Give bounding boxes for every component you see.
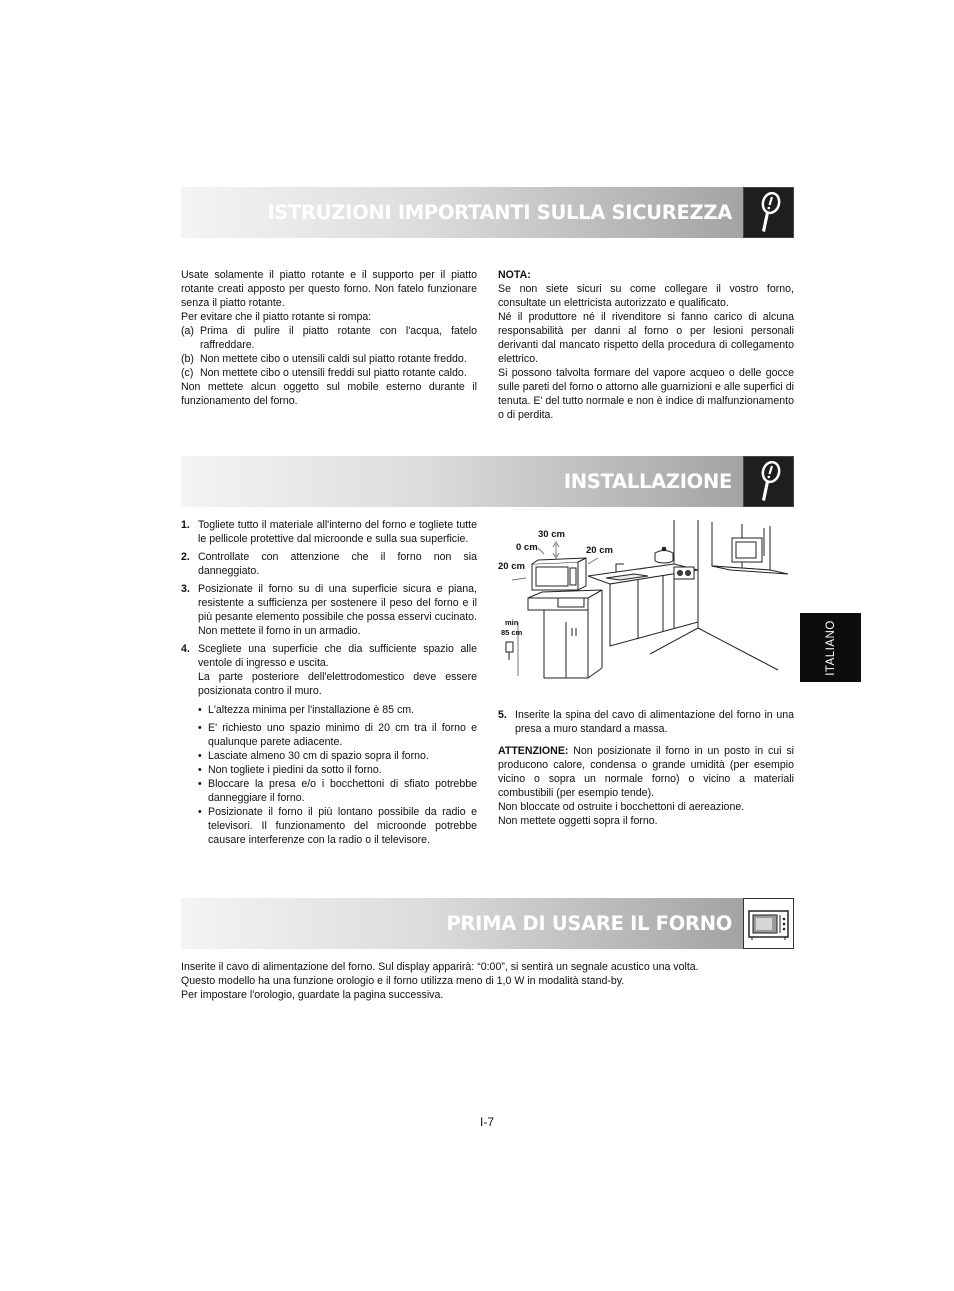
- section-banner-safety: [181, 187, 794, 238]
- safety-lead: Per evitare che il piatto rotante si rompa:: [181, 311, 372, 323]
- install-bullet: • E' richiesto uno spazio minimo di 20 cm tra il forno e qualunque parete adiacente.: [198, 722, 477, 748]
- item-label: (c): [181, 367, 194, 379]
- safety-item: [181, 352, 477, 366]
- install-step: [181, 550, 477, 578]
- install-bullet: • Posizionate il forno il più lontano possibile da radio e televisori. Il funzionamento del microonde potrebbe causare interferenze con la radio o il televisore.: [198, 806, 477, 846]
- language-tab: [800, 613, 861, 682]
- install-step: [498, 708, 794, 736]
- step-number: 4.: [181, 643, 190, 655]
- attention-text: Non posizionate il forno in un posto in cui si producono calore, condensa o grande umidità (per esempio vicino o sopra un normale forno) o vicino a materiali combustibili (per esempio tende).: [498, 745, 794, 799]
- note-paragraph: Né il produttore né il rivenditore si fanno carico di alcuna responsabilità per danni al forno o per lesioni personali derivanti dal mancato rispetto della procedura di collegamento elettrico.: [498, 311, 794, 365]
- section-title-before-use: PRIMA DI USARE IL FORNO: [446, 912, 732, 935]
- install-step: [181, 642, 477, 698]
- safety-intro: Usate solamente il piatto rotante e il supporto per il piatto rotante creati apposto per questo forno. Non fatelo funzionare senza il piatto rotante.: [181, 269, 477, 309]
- item-label: (a): [181, 325, 194, 337]
- height-value-label: 85 cm: [501, 628, 523, 637]
- item-text: Prima di pulire il piatto rotante con l'acqua, fatelo raffreddare.: [200, 325, 477, 351]
- clearance-left-label: 20 cm: [498, 561, 525, 572]
- before-use-line: Questo modello ha una funzione orologio e il forno utilizza meno di 1,0 W in modalità stand-by.: [181, 975, 625, 987]
- step-text-extra: La parte posteriore dell'elettrodomestico deve essere posizionata contro il muro.: [198, 671, 477, 697]
- section-title-install: INSTALLAZIONE: [563, 470, 732, 493]
- language-label: ITALIANO: [824, 619, 837, 676]
- safety-item: [181, 324, 477, 352]
- attention-paragraph: Non bloccate od ostruite i bocchettoni di aereazione.: [498, 801, 745, 813]
- min-height-label: min: [505, 618, 519, 627]
- install-bullet: • Lasciate almeno 30 cm di spazio sopra il forno.: [198, 749, 477, 763]
- step-number: 3.: [181, 583, 190, 595]
- step-text: Togliete tutto il materiale all'interno del forno e togliete tutte le pellicole protettive dal microonde e sulla sua superficie.: [198, 519, 477, 545]
- note-heading: NOTA:: [498, 269, 531, 281]
- kitchen-installation-illustration: [498, 518, 794, 684]
- section-banner-install: [181, 456, 794, 507]
- page-number: I-7: [479, 1115, 494, 1129]
- step-text: Scegliete una superficie che dia sufficiente spazio alle ventole di ingresso e uscita.: [198, 643, 477, 669]
- exclamation-magnifier-icon: [743, 187, 794, 238]
- microwave-icon: [743, 898, 794, 949]
- install-left-column: [181, 518, 477, 847]
- bullet-text: Non togliete i piedini da sotto il forno.: [208, 764, 382, 776]
- section-banner-before-use: [181, 898, 794, 949]
- install-bullet: • L'altezza minima per l'installazione è 85 cm.: [198, 703, 477, 717]
- bullet-text: L'altezza minima per l'installazione è 85 cm.: [208, 704, 415, 716]
- clearance-right-label: 20 cm: [586, 545, 613, 556]
- item-text: Non mettete cibo o utensili freddi sul piatto rotante caldo.: [200, 367, 467, 379]
- bullet-text: E' richiesto uno spazio minimo di 20 cm tra il forno e qualunque parete adiacente.: [208, 722, 477, 748]
- clearance-back-label: 0 cm: [516, 542, 538, 553]
- step-text: Inserite la spina del cavo di alimentazione del forno in una presa a muro standard a massa.: [515, 709, 794, 735]
- install-step: [181, 582, 477, 638]
- item-text: Non mettete cibo o utensili caldi sul piatto rotante freddo.: [200, 353, 467, 365]
- install-step: [181, 518, 477, 546]
- install-bullet: • Bloccare la presa e/o i bocchettoni di sfiato potrebbe danneggiare il forno.: [198, 778, 477, 804]
- step-number: 5.: [498, 709, 507, 721]
- step-text: Controllate con attenzione che il forno non sia danneggiato.: [198, 551, 477, 577]
- exclamation-magnifier-icon: [743, 456, 794, 507]
- attention-paragraph: Non mettete oggetti sopra il forno.: [498, 815, 658, 827]
- step-number: 2.: [181, 551, 190, 563]
- bullet-text: Bloccare la presa e/o i bocchettoni di sfiato potrebbe danneggiare il forno.: [208, 778, 477, 804]
- safety-right-column: [498, 268, 794, 422]
- before-use-line: Per impostare l'orologio, guardate la pagina successiva.: [181, 989, 444, 1001]
- note-paragraph: Si possono talvolta formare del vapore acqueo o delle gocce sulle pareti del forno o attorno alle guarnizioni e alle superfici di tenuta. E' del tutto normale e non è indice di malfunzionamento o di perdita.: [498, 367, 794, 421]
- bullet-text: Posizionate il forno il più lontano possibile da radio e televisori. Il funzionamento del microonde potrebbe causare interferenze con la radio o il televisore.: [208, 806, 477, 846]
- safety-outro: Non mettete alcun oggetto sul mobile esterno durante il funzionamento del forno.: [181, 381, 477, 407]
- before-use-line: Inserite il cavo di alimentazione del forno. Sul display apparirà: “0:00”, si sentirà un segnale acustico una volta.: [181, 961, 699, 973]
- item-label: (b): [181, 353, 194, 365]
- install-bullet: • Non togliete i piedini da sotto il forno.: [198, 763, 477, 777]
- bullet-text: Lasciate almeno 30 cm di spazio sopra il forno.: [208, 750, 429, 762]
- install-right-column: [498, 708, 794, 828]
- before-use-text: [181, 960, 794, 1002]
- safety-left-column: [181, 268, 477, 408]
- step-number: 1.: [181, 519, 190, 531]
- step-text: Posizionate il forno su di una superficie sicura e piana, resistente a sufficienza per sostenere il peso del forno e il più pesante elemento possibile che possa esservi cucinato. Non mettete il forno in un armadio.: [198, 583, 477, 637]
- safety-item: [181, 366, 477, 380]
- section-title-safety: ISTRUZIONI IMPORTANTI SULLA SICUREZZA: [267, 201, 732, 224]
- clearance-top-label: 30 cm: [538, 529, 565, 540]
- note-paragraph: Se non siete sicuri su come collegare il vostro forno, consultate un elettricista autorizzato e qualificato.: [498, 283, 794, 309]
- attention-label: ATTENZIONE:: [498, 745, 569, 757]
